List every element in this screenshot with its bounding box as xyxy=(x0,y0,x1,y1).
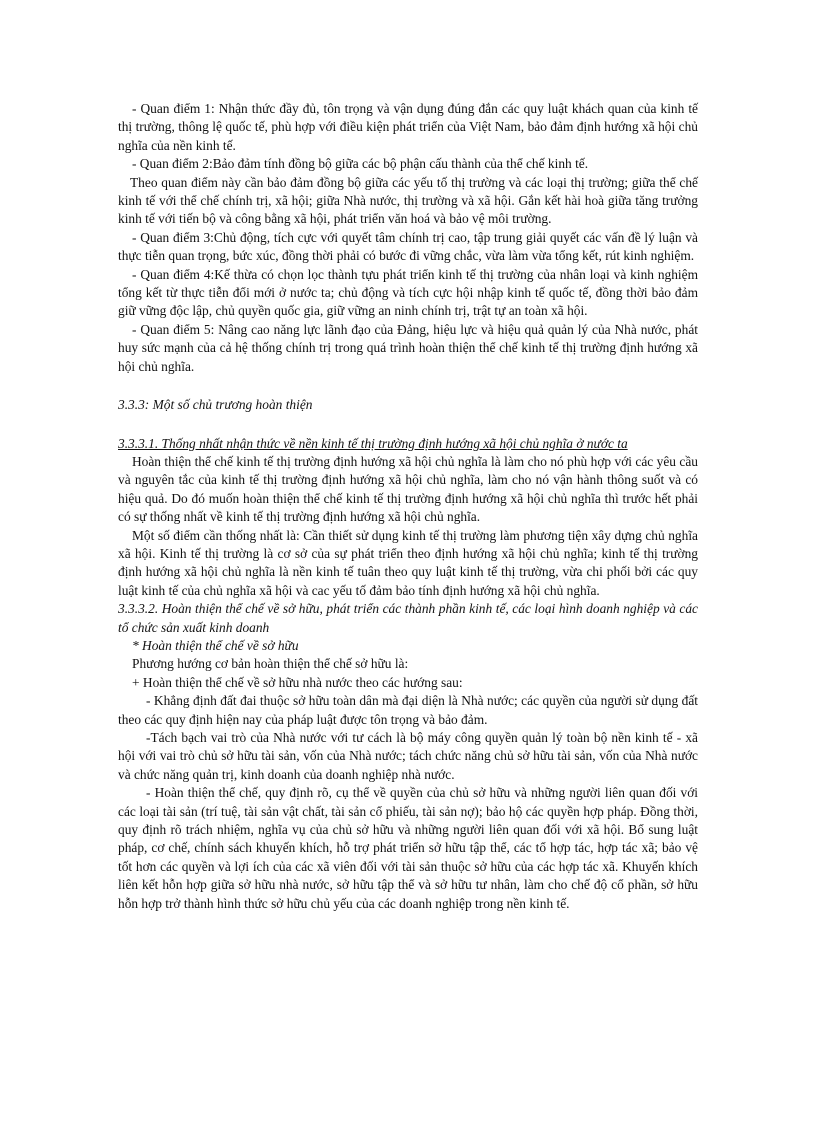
paragraph-state-ownership: + Hoàn thiện thể chế về sở hữu nhà nước theo các hướng sau: xyxy=(132,674,463,690)
bullet-heading-ownership: * Hoàn thiện thể chế về sở hữu xyxy=(132,637,299,653)
paragraph-viewpoint-4: - Quan điểm 4:Kế thừa có chọn lọc thành tựu phát triển kinh tế thị trường của nhân loại và kinh nghiệm tổng kết từ thực tiễn đổi mới ở nước ta; chủ động và tích cực hội nhập kinh tế quốc tế, đồng thời bảo đảm giữ vững độc lập, chủ quyền quốc gia, giữ vững an ninh chính trị, trật tự an toàn xã hội. xyxy=(118,266,698,319)
document-page xyxy=(118,100,698,913)
paragraph-basic-direction: Phương hướng cơ bản hoàn thiện thể chế sở hữu là: xyxy=(132,656,409,672)
paragraph-points-to-unify: Một số điểm cần thống nhất là: Cần thiết sử dụng kinh tế thị trường làm phương tiện xây dựng chủ nghĩa xã hội. Kinh tế thị trường là cơ sở của sự phát triển theo định hướng xã hội chủ nghĩa; kinh tế thị trường định hướng xã hội chủ nghĩa là nền kinh tế tuân theo quy luật kinh tế thị trường, vừa chi phối bởi các quy luật kinh tế của chủ nghĩa xã hội và cac yếu tố đảm bảo tính định hướng xã hội chủ nghĩa. xyxy=(118,527,698,598)
subsection-heading-3-3-3-1: 3.3.3.1. Thống nhất nhận thức về nền kinh tế thị trường định hướng xã hội chủ nghĩa ở nước ta xyxy=(118,435,628,451)
paragraph-separate-roles: -Tách bạch vai trò của Nhà nước với tư cách là bộ máy công quyền quản lý toàn bộ nền kinh tế - xã hội với vai trò chủ sở hữu tài sản, vốn của Nhà nước; tách chức năng chủ sở hữu tài sản, vốn của Nhà nước và chức năng quản trị, kinh doanh của doanh nghiệp nhà nước. xyxy=(118,730,698,782)
section-heading-3-3-3: 3.3.3: Một số chủ trương hoàn thiện xyxy=(118,397,313,413)
paragraph-viewpoint-2-detail: Theo quan điểm này cần bảo đảm đồng bộ giữa các yếu tố thị trường và các loại thị trường; giữa thể chế kinh tế với thể chế chính trị, xã hội; giữa Nhà nước, thị trường và xã hội. Gắn kết hài hoà giữa tăng trưởng kinh tế với tiến bộ và công bằng xã hội, phát triển văn hoá và bảo vệ môi trường. xyxy=(118,174,698,227)
paragraph-viewpoint-5: - Quan điểm 5: Nâng cao năng lực lãnh đạo của Đảng, hiệu lực và hiệu quả quản lý của Nhà nước, phát huy sức mạnh của cả hệ thống chính trị trong quá trình hoàn thiện thể chế kinh tế thị trường định hướng xã hội chủ nghĩa. xyxy=(118,321,698,374)
subsection-heading-3-3-3-2: 3.3.3.2. Hoàn thiện thể chế về sở hữu, phát triển các thành phần kinh tế, các loại hình doanh nghiệp và các tổ chức sản xuất kinh doanh xyxy=(118,601,698,635)
paragraph-viewpoint-3: - Quan điểm 3:Chủ động, tích cực với quyết tâm chính trị cao, tập trung giải quyết các vấn đề lý luận và thực tiễn quan trọng, bức xúc, đồng thời phải có bước đi vững chắc, vừa làm vừa tổng kết, rút kinh nghiệm. xyxy=(118,229,698,264)
paragraph-land-ownership: - Khẳng định đất đai thuộc sở hữu toàn dân mà đại diện là Nhà nước; các quyền của người sử dụng đất theo các quy định hiện nay của pháp luật được tôn trọng và bảo đảm. xyxy=(118,693,698,727)
paragraph-unify-awareness: Hoàn thiện thể chế kinh tế thị trường định hướng xã hội chủ nghĩa là làm cho nó phù hợp với các yêu cầu và nguyên tắc của kinh tế thị trường định hướng xã hội chủ nghĩa, làm cho nó vận hành thông suốt và có hiệu quả. Do đó muốn hoàn thiện thể chế kinh tế thị trường định hướng xã hội chủ nghĩa thì trước hết phải có sự thống nhất về kinh tế thị trường định hướng xã hội chủ nghĩa. xyxy=(118,453,698,525)
paragraph-viewpoint-2: - Quan điểm 2:Bảo đảm tính đồng bộ giữa các bộ phận cấu thành của thể chế kinh tế. xyxy=(132,156,589,172)
paragraph-owner-rights: - Hoàn thiện thể chế, quy định rõ, cụ thể về quyền của chủ sở hữu và những người liên quan đối với các loại tài sản (trí tuệ, tài sản vật chất, tài sản cổ phiếu, tài sản nợ); bảo hộ các quyền hợp pháp. Đồng thời, quy định rõ trách nhiệm, nghĩa vụ của chủ sở hữu và những người liên quan đối với xã hội. Bổ sung luật pháp, cơ chế, chính sách khuyến khích, hỗ trợ phát triển sở hữu tập thể, các tổ hợp tác, hợp tác xã; bảo vệ tốt hơn các quyền và lợi ích của các xã viên đối với tài sản thuộc sở hữu của các hợp tác xã. Khuyến khích liên kết hỗn hợp giữa sở hữu nhà nước, sở hữu tập thể và sở hữu tư nhân, làm cho chế độ cổ phần, sở hữu hỗn hợp trở thành hình thức sở hữu chủ yếu của các doanh nghiệp trong nền kinh tế. xyxy=(118,785,698,911)
paragraph-viewpoint-1: - Quan điểm 1: Nhận thức đầy đủ, tôn trọng và vận dụng đúng đắn các quy luật khách quan của kinh tế thị trường, thông lệ quốc tế, phù hợp với điều kiện phát triển của Việt Nam, bảo đảm định hướng xã hội chủ nghĩa của nền kinh tế. xyxy=(118,101,698,153)
